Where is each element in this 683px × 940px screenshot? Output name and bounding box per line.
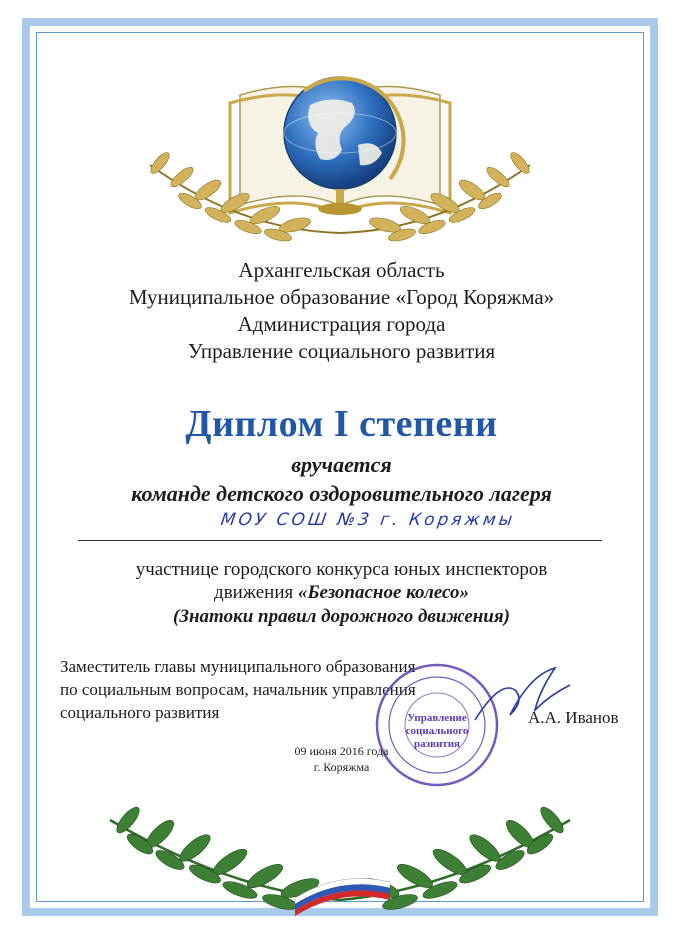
administration-heading: Администрация города (237, 312, 446, 336)
signer-title-line-2: по социальным вопросам, начальник управления (60, 680, 416, 699)
issue-city: г. Коряжма (313, 760, 370, 774)
contest-name-line (0, 581, 683, 605)
diploma-title: Диплом I степени (185, 403, 498, 445)
awarded-text: вручается (291, 452, 392, 477)
handwritten-signature (470, 660, 580, 730)
contest-prefix: движения (214, 582, 298, 603)
laurel-branch-icon (90, 770, 590, 920)
seal-text-line-1: Управление (407, 712, 467, 724)
contest-subtitle: (Знатоки правил дорожного движения) (173, 606, 510, 627)
recipient-underline (78, 540, 602, 541)
contest-name: «Безопасное колесо» (297, 582, 469, 603)
recipient-line: команде детского оздоровительного лагеря (131, 481, 552, 506)
department-heading: Управление социального развития (187, 339, 496, 363)
municipality-heading: Муниципальное образование «Город Коряжма» (128, 285, 555, 309)
signer-title-line-1: Заместитель главы муниципального образования (60, 657, 416, 676)
signer-title-line-3: социального развития (60, 703, 220, 722)
contest-line: участнице городского конкурса юных инспекторов (135, 559, 548, 580)
handwritten-recipient: МОУ СОШ №3 г. Коряжмы (219, 510, 517, 530)
issue-date: 09 июня 2016 года (294, 744, 389, 758)
globe-book-icon (90, 55, 590, 250)
region-heading: Архангельская область (238, 258, 445, 282)
seal-text-line-3: развития (413, 738, 460, 750)
seal-text-line-2: социального (405, 725, 469, 737)
signer-name: А.А. Иванов (528, 708, 619, 727)
